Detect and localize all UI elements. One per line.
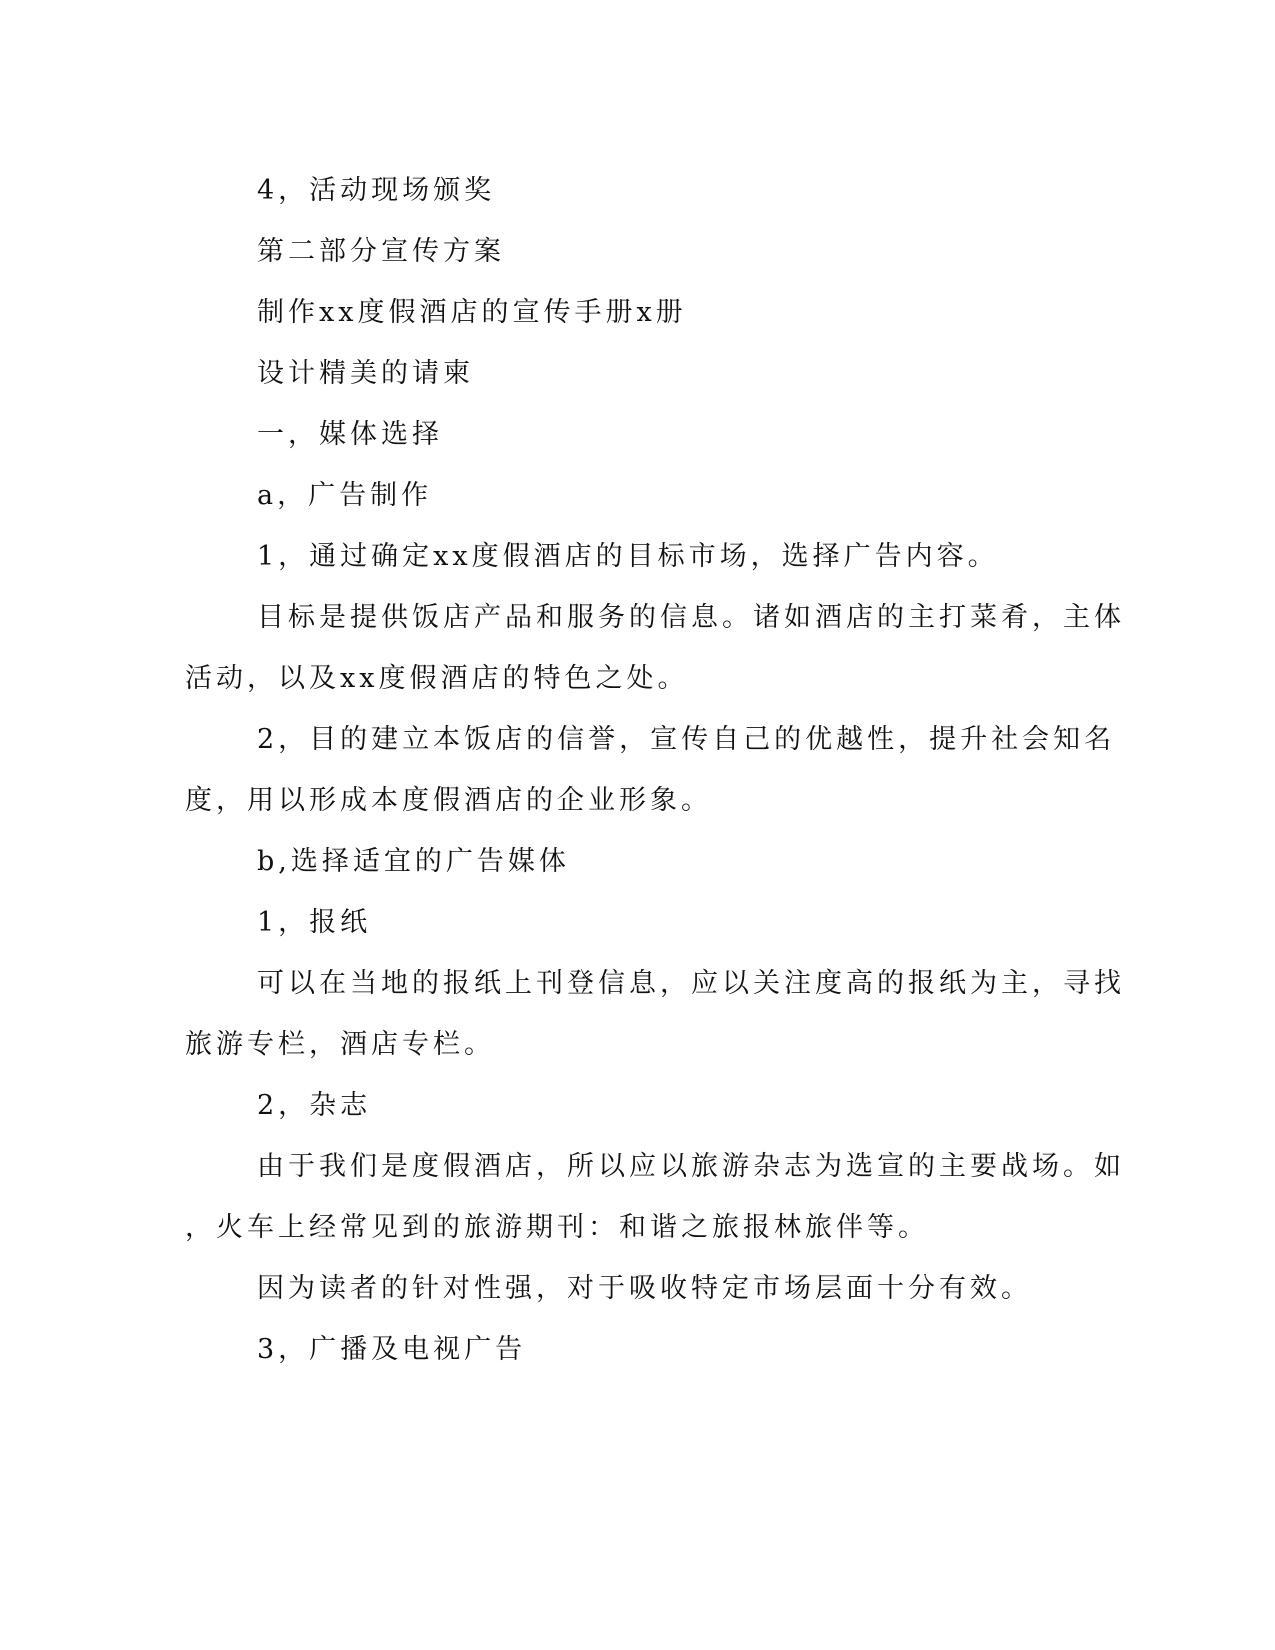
paragraph-line: 2，目的建立本饭店的信誉，宣传自己的优越性，提升社会知名 bbox=[257, 724, 1116, 755]
subsection-heading: a，广告制作 bbox=[257, 480, 433, 511]
paragraph-line: 4，活动现场颁奖 bbox=[257, 175, 496, 206]
paragraph-line: ，火车上经常见到的旅游期刊：和谐之旅报林旅伴等。 bbox=[185, 1212, 929, 1243]
paragraph-line: 目标是提供饭店产品和服务的信息。诸如酒店的主打菜肴，主体 bbox=[257, 602, 1125, 633]
paragraph-line: 3，广播及电视广告 bbox=[257, 1334, 527, 1365]
paragraph-line: 制作xx度假酒店的宣传手册x册 bbox=[257, 297, 687, 328]
paragraph-line: 可以在当地的报纸上刊登信息，应以关注度高的报纸为主，寻找 bbox=[257, 968, 1125, 999]
subsection-heading: b,选择适宜的广告媒体 bbox=[257, 846, 570, 877]
paragraph-line: 2，杂志 bbox=[257, 1090, 372, 1121]
paragraph-line: 设计精美的请柬 bbox=[257, 358, 474, 389]
paragraph-line: 因为读者的针对性强，对于吸收特定市场层面十分有效。 bbox=[257, 1273, 1032, 1304]
paragraph-line: 由于我们是度假酒店，所以应以旅游杂志为选宣的主要战场。如 bbox=[257, 1151, 1125, 1182]
paragraph-line: 度，用以形成本度假酒店的企业形象。 bbox=[185, 785, 712, 816]
section-heading: 第二部分宣传方案 bbox=[257, 236, 505, 267]
document-body bbox=[185, 160, 1125, 1380]
paragraph-line: 旅游专栏，酒店专栏。 bbox=[185, 1029, 495, 1060]
subsection-heading: 一，媒体选择 bbox=[257, 419, 443, 450]
paragraph-line: 1，通过确定xx度假酒店的目标市场，选择广告内容。 bbox=[257, 541, 999, 572]
paragraph-line: 活动，以及xx度假酒店的特色之处。 bbox=[185, 663, 689, 694]
paragraph-line: 1，报纸 bbox=[257, 907, 372, 938]
